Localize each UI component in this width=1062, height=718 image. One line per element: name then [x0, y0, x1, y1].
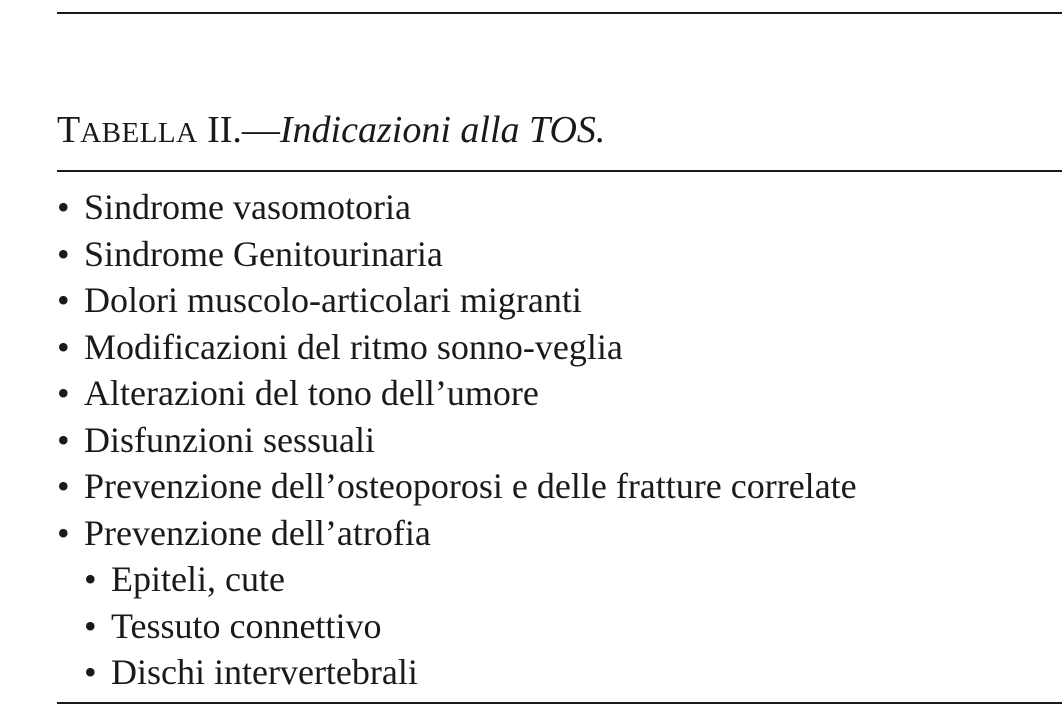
- bullet-icon: •: [57, 326, 70, 367]
- bottom-rule: [57, 702, 1062, 704]
- caption-title: Indicazioni alla TOS.: [279, 109, 606, 151]
- list-item-text: Prevenzione dell’atrofia: [84, 512, 431, 553]
- list-item: [57, 184, 857, 231]
- bullet-icon: •: [84, 605, 97, 646]
- bullet-icon: •: [57, 512, 70, 553]
- caption-separator: —: [241, 109, 280, 151]
- list-item-text: Prevenzione dell’osteoporosi e delle fratture correlate: [84, 466, 857, 506]
- list-item: [57, 324, 857, 371]
- bullet-icon: •: [84, 652, 97, 692]
- sub-list-item: [57, 556, 857, 603]
- list-item: [57, 277, 857, 324]
- bullet-icon: •: [84, 559, 97, 599]
- list-item: [57, 417, 857, 464]
- sub-list-item: [57, 649, 857, 696]
- list-item-text: Sindrome vasomotoria: [84, 187, 411, 227]
- caption-label-initial: T: [57, 109, 81, 151]
- bullet-icon: •: [57, 233, 70, 274]
- table-caption: [57, 106, 605, 157]
- sub-list-item-text: Epiteli, cute: [111, 559, 285, 599]
- list-item-text: Disfunzioni sessuali: [84, 419, 375, 460]
- list-item-text: Dolori muscolo-articolari migranti: [84, 280, 582, 320]
- caption-label-smallcaps: ABELLA: [80, 117, 198, 149]
- list-item-text: Alterazioni del tono dell’umore: [84, 373, 539, 413]
- bullet-icon: •: [57, 280, 70, 320]
- indications-list: [57, 184, 857, 696]
- list-item: [57, 370, 857, 417]
- top-rule: [57, 12, 1062, 14]
- bullet-icon: •: [57, 419, 70, 460]
- list-item: [57, 231, 857, 278]
- list-item: [57, 463, 857, 510]
- bullet-icon: •: [57, 373, 70, 413]
- caption-label-number: II.: [207, 109, 242, 151]
- list-item-text: Modificazioni del ritmo sonno-veglia: [84, 326, 623, 367]
- bullet-icon: •: [57, 466, 70, 506]
- list-item-text: Sindrome Genitourinaria: [84, 233, 443, 274]
- bullet-icon: •: [57, 187, 70, 227]
- sub-list-item: [57, 603, 857, 650]
- list-item: [57, 510, 857, 557]
- caption-rule: [57, 170, 1062, 172]
- sub-list-item-text: Dischi intervertebrali: [111, 652, 418, 692]
- sub-list-item-text: Tessuto connettivo: [111, 605, 382, 646]
